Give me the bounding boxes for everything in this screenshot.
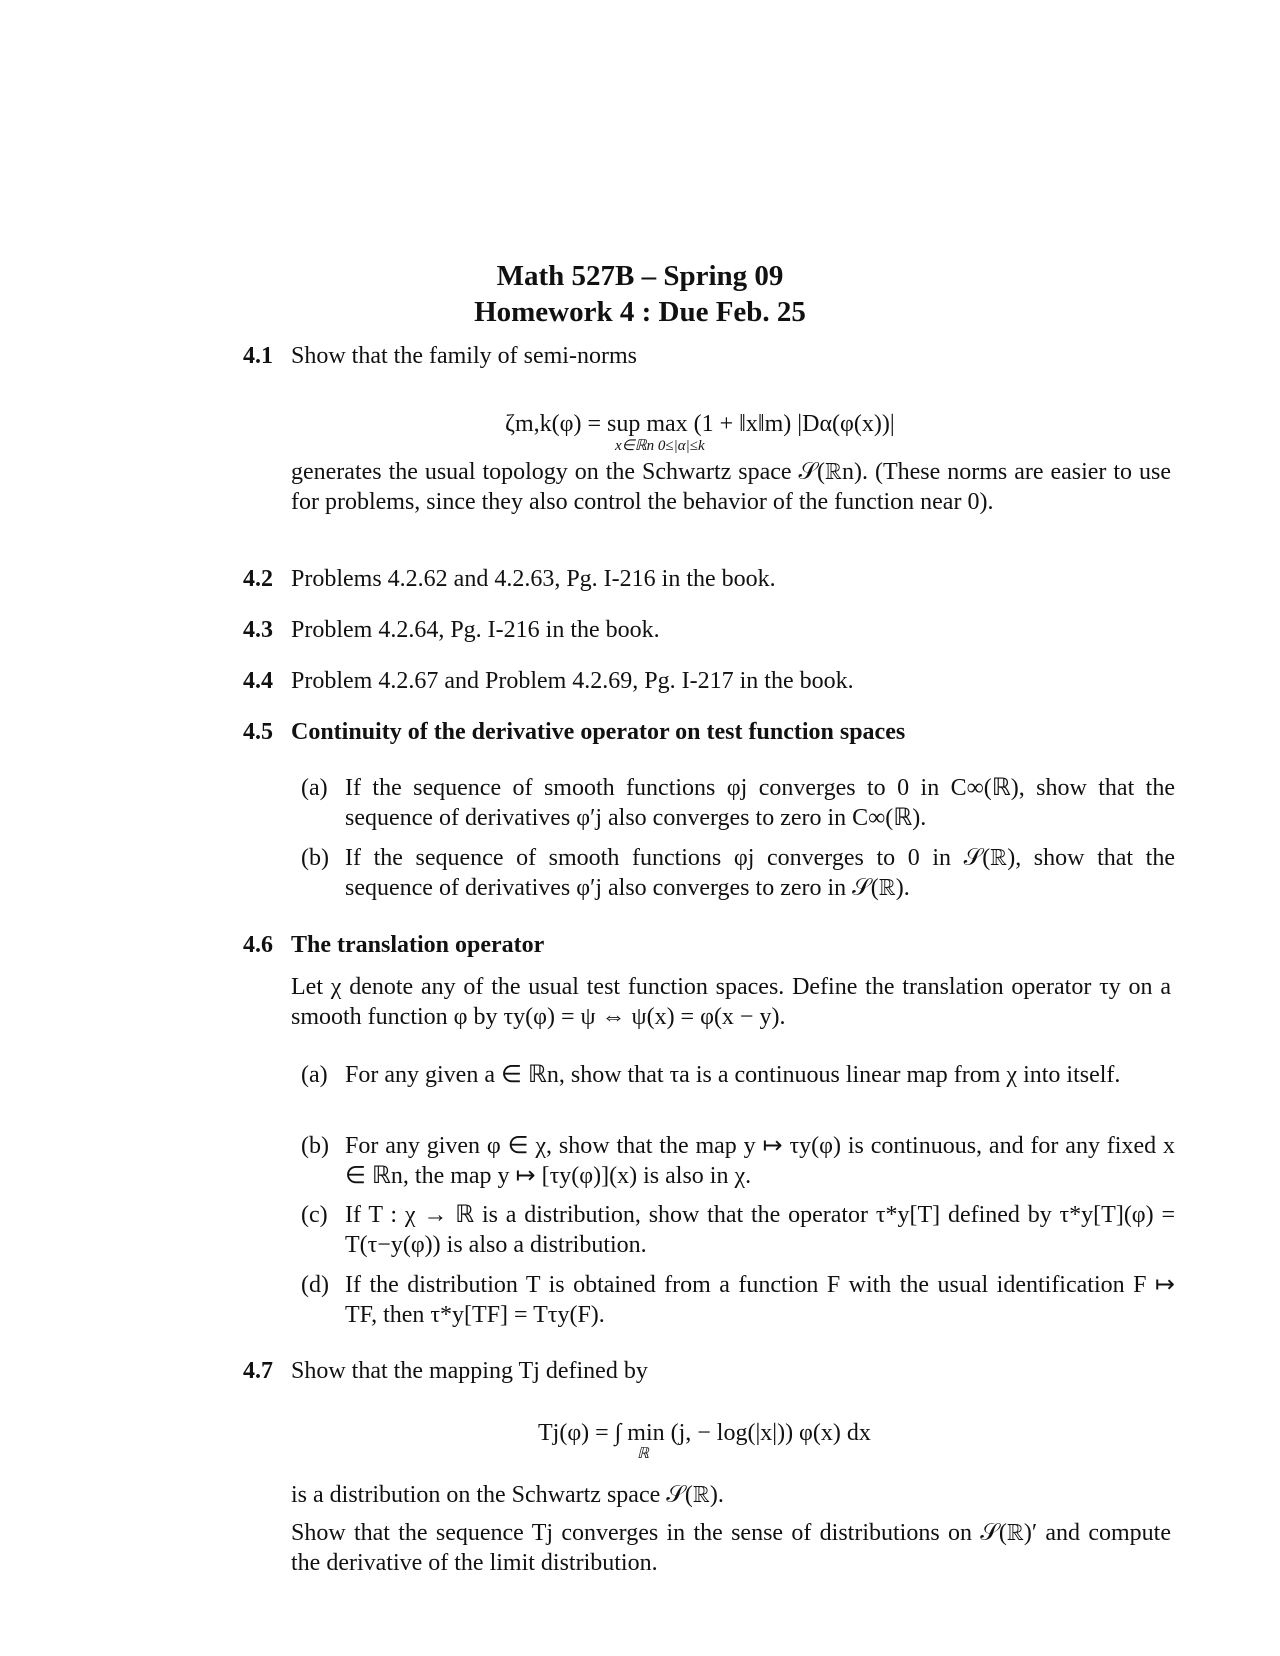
problem-4-6-part-b-text: For any given φ ∈ χ, show that the map y ↦ τy(φ) is continuous, and for any fixed x ∈ ℝn, the map y ↦ [τy(φ)](x) is also in χ. [345, 1133, 1175, 1189]
problem-number-4-5: 4.5 [243, 719, 273, 745]
problem-4-5-part-a-text: If the sequence of smooth functions φj converges to 0 in C∞(ℝ), show that the sequence of derivatives φ′j also converges to zero in C∞(ℝ). [345, 775, 1175, 831]
problem-4-6-part-c-text: If T : χ → ℝ is a distribution, show that the operator τ*y[T] defined by τ*y[T](φ) = T(τ−y(φ)) is also a distribution. [345, 1202, 1175, 1258]
problem-number-4-2: 4.2 [243, 566, 273, 592]
problem-number-4-7: 4.7 [243, 1358, 273, 1384]
seminorm-equation-subscripts: x∈ℝn 0≤|α|≤k [615, 438, 705, 454]
homework-title: Homework 4 : Due Feb. 25 [474, 296, 806, 328]
problem-number-4-3: 4.3 [243, 617, 273, 643]
problem-number-4-6: 4.6 [243, 932, 273, 958]
problem-4-1-text: generates the usual topology on the Schwartz space 𝒮(ℝn). (These norms are easier to use for problems, since they also control the behavior of the function near 0). [291, 459, 1171, 515]
problem-4-6-part-d-text: If the distribution T is obtained from a function F with the usual identification F ↦ TF, then τ*y[TF] = Tτy(F). [345, 1272, 1175, 1328]
problem-4-2-text: Problems 4.2.62 and 4.2.63, Pg. I-216 in the book. [291, 566, 776, 592]
problem-4-7-text-1: is a distribution on the Schwartz space 𝒮(ℝ). [291, 1482, 724, 1508]
problem-4-5-part-b-label: (b) [301, 845, 329, 871]
problem-4-6-part-c-label: (c) [301, 1202, 328, 1228]
problem-4-4-text: Problem 4.2.67 and Problem 4.2.69, Pg. I-217 in the book. [291, 668, 854, 694]
problem-4-5-title: Continuity of the derivative operator on test function spaces [291, 719, 906, 745]
problem-4-6-part-b-label: (b) [301, 1133, 329, 1159]
problem-4-1-intro: Show that the family of semi-norms [291, 343, 637, 369]
seminorm-equation: ζm,k(φ) = sup max (1 + ‖x‖m) |Dα(φ(x))| [505, 411, 895, 437]
course-title: Math 527B – Spring 09 [496, 260, 784, 292]
problem-4-3-text: Problem 4.2.64, Pg. I-216 in the book. [291, 617, 660, 643]
distribution-equation: Tj(φ) = ∫ min (j, − log(|x|)) φ(x) dx [538, 1420, 871, 1446]
problem-4-6-part-d-label: (d) [301, 1272, 329, 1298]
problem-4-7-intro: Show that the mapping Tj defined by [291, 1358, 648, 1384]
problem-4-6-title: The translation operator [291, 932, 545, 958]
distribution-equation-subscript: ℝ [637, 1446, 649, 1462]
problem-4-6-part-a-label: (a) [301, 1062, 328, 1088]
problem-4-5-part-b-text: If the sequence of smooth functions φj converges to 0 in 𝒮(ℝ), show that the sequence of derivatives φ′j also converges to zero in 𝒮(ℝ). [345, 845, 1175, 901]
problem-4-6-part-a-text: For any given a ∈ ℝn, show that τa is a continuous linear map from χ into itself. [345, 1062, 1121, 1088]
problem-number-4-1: 4.1 [243, 343, 273, 369]
problem-number-4-4: 4.4 [243, 668, 273, 694]
problem-4-6-intro: Let χ denote any of the usual test function spaces. Define the translation operator τy on a smooth function φ by τy(φ) = ψ ⇔ ψ(x) = φ(x − y). [291, 974, 1171, 1030]
problem-4-5-part-a-label: (a) [301, 775, 328, 801]
problem-4-7-text-2: Show that the sequence Tj converges in the sense of distributions on 𝒮(ℝ)′ and compute the derivative of the limit distribution. [291, 1520, 1171, 1576]
